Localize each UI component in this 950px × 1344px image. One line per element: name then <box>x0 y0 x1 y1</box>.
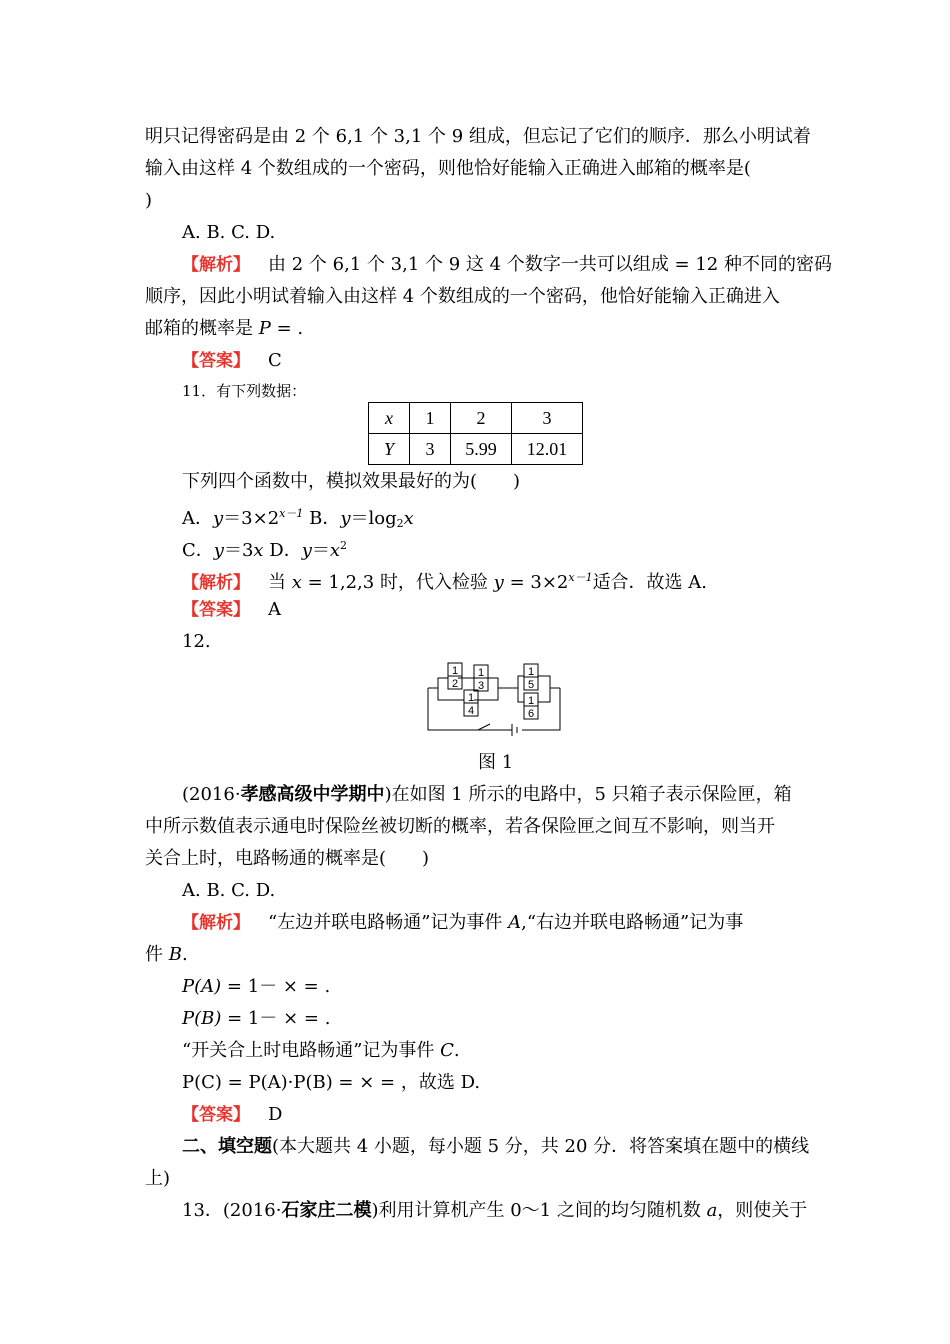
q11-title: 11．有下列数据： <box>182 382 307 400</box>
q10-analysis-line-1: 【解析】 由 2 个 6,1 个 3,1 个 9 这 4 个数字一共可以组成 = 12 种不同的密码 <box>182 254 832 275</box>
q12-pb: P(B) = 1－ × = . <box>182 1008 331 1029</box>
q10-text-line-3: ) <box>145 190 153 211</box>
switch-icon <box>468 724 490 730</box>
q12-options: A. B. C. D. <box>182 880 276 901</box>
fuse-box-numerator: 1 <box>451 665 459 677</box>
q11-options-ab: A．$y=3\times 2^{x-1}$ B．$y=\log_2x$ <box>182 507 414 530</box>
circuit-diagram <box>420 660 570 740</box>
table-cell: 3 <box>512 403 583 434</box>
fuse-box-denominator: 3 <box>477 680 485 692</box>
q12-text-line-3: 关合上时，电路畅通的概率是( ) <box>145 848 430 869</box>
q11-prompt: 下列四个函数中，模拟效果最好的为( ) <box>182 471 521 492</box>
table-cell: Y <box>369 434 410 465</box>
q11-answer: 【答案】 A <box>182 599 281 620</box>
fuse-box-denominator: 5 <box>527 679 535 691</box>
q10-text-line-1: 明只记得密码是由 2 个 6,1 个 3,1 个 9 组成，但忘记了它们的顺序．那么小明试着 <box>145 126 811 147</box>
table-row <box>369 403 583 434</box>
q12-text-line-1: (2016·孝感高级中学期中)在如图 1 所示的电路中，5 只箱子表示保险匣，箱 <box>182 784 792 805</box>
section-2-line-2: 上) <box>145 1168 171 1189</box>
circuit-wire <box>538 676 560 688</box>
table-cell: 5.99 <box>451 434 512 465</box>
q12-number: 12. <box>182 631 211 652</box>
analysis-tag: 【解析】 <box>182 255 250 275</box>
fuse-box-numerator: 1 <box>477 667 485 679</box>
q12-text-line-2: 中所示数值表示通电时保险丝被切断的概率，若各保险匣之间互不影响，则当开 <box>145 816 775 837</box>
answer-tag: 【答案】 <box>182 600 250 620</box>
q10-analysis-line-3: 邮箱的概率是 P = . <box>145 318 304 339</box>
section-2-heading: 二、填空题(本大题共 4 小题，每小题 5 分，共 20 分．将答案填在题中的横线 <box>182 1136 810 1157</box>
q10-analysis-line-2: 顺序，因此小明试着输入由这样 4 个数组成的一个密码，他恰好能输入正确进入 <box>145 286 780 307</box>
q11-analysis: 【解析】 当 x = 1,2,3 时，代入检验 $y = 3\times 2^{x-1}$适合．故选 A. <box>182 571 708 593</box>
q10-answer: 【答案】 C <box>182 350 282 371</box>
q12-event-c: “开关合上时电路畅通”记为事件 C. <box>182 1040 460 1061</box>
table-cell: 1 <box>410 403 451 434</box>
q13-text-line-1: 13．(2016·石家庄二模)利用计算机产生 0～1 之间的均匀随机数 a，则使关于 <box>182 1200 808 1221</box>
circuit-wire <box>538 688 550 702</box>
fuse-box-denominator: 2 <box>451 678 459 690</box>
q11-data-table <box>368 402 583 465</box>
circuit-wire <box>428 678 448 688</box>
fuse-box-numerator: 1 <box>467 692 475 704</box>
fuse-box-numerator: 1 <box>527 666 535 678</box>
analysis-tag: 【解析】 <box>182 573 250 593</box>
fuse-box-denominator: 4 <box>467 705 475 717</box>
table-cell: 2 <box>451 403 512 434</box>
q12-pc: P(C) = P(A)·P(B) = × = ，故选 D. <box>182 1072 481 1093</box>
circuit-wire <box>518 688 524 702</box>
q12-analysis-line-2: 件 B. <box>145 944 188 965</box>
figure-caption: 图 1 <box>478 752 514 773</box>
table-cell: x <box>369 403 410 434</box>
table-cell: 3 <box>410 434 451 465</box>
answer-tag: 【答案】 <box>182 351 250 371</box>
q10-text-line-2: 输入由这样 4 个数组成的一个密码，则他恰好能输入正确进入邮箱的概率是( <box>145 158 751 179</box>
fuse-box-numerator: 1 <box>527 695 535 707</box>
q10-options: A. B. C. D. <box>182 222 276 243</box>
q12-analysis-line-1: 【解析】 “左边并联电路畅通”记为事件 A,“右边并联电路畅通”记为事 <box>182 912 744 933</box>
table-row <box>369 434 583 465</box>
circuit-wire <box>510 676 524 688</box>
analysis-tag: 【解析】 <box>182 913 250 933</box>
answer-tag: 【答案】 <box>182 1105 250 1125</box>
q12-answer: 【答案】 D <box>182 1104 283 1125</box>
table-cell: 12.01 <box>512 434 583 465</box>
q12-pa: P(A) = 1－ × = . <box>182 976 331 997</box>
q11-options-cd: C．y＝3x D．$y=x^2$ <box>182 539 348 561</box>
fuse-box-denominator: 6 <box>527 708 535 720</box>
